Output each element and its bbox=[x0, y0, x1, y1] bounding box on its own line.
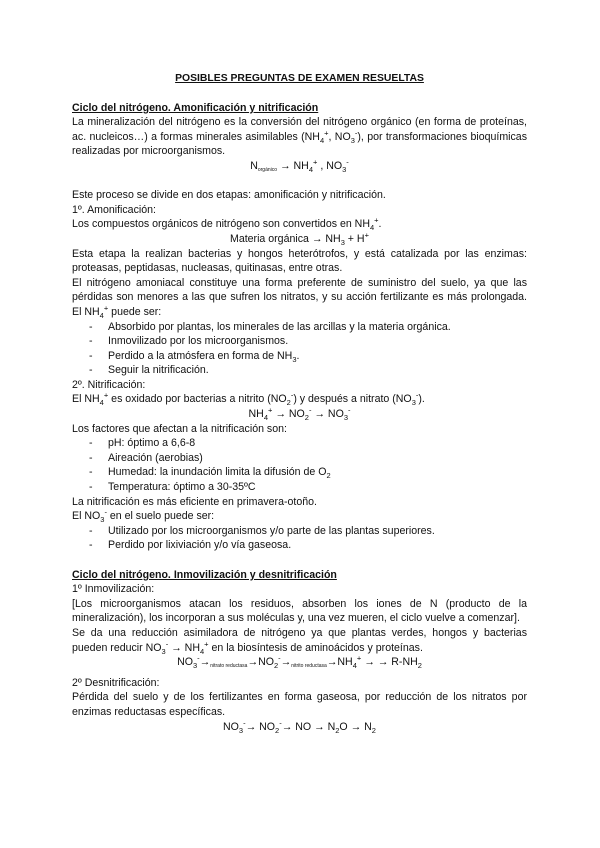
subheading-desnitrificacion: 2º Desnitrificación: bbox=[72, 676, 160, 689]
paragraph-bacterias: Esta etapa la realizan bacterias y hongos heterótrofos, y está catalizada por las enzimas: proteasas, peptidasas, nucleasas, quitinasas, entre otras. bbox=[72, 247, 527, 275]
equation-desnitrificacion: $NO_3^-\to NO_2^-\to$ NO → $N_2O \to N_2$ bbox=[223, 718, 376, 735]
list-item: - pH: óptimo a 6,6-8 bbox=[72, 436, 527, 451]
paragraph-reduccion: Se da una reducción asimiladora de nitrógeno ya que plantas verdes, hongos y bacterias pueden reducir $NO_3^- \to NH_4^+$ en la biosíntesis de aminoácidos y proteínas. bbox=[72, 626, 527, 656]
section-heading-desnitrificacion: Ciclo del nitrógeno. Inmovilización y desnitrificación bbox=[72, 568, 337, 581]
subheading-nitrificacion: 2º. Nitrificación: bbox=[72, 378, 146, 391]
paragraph-mineralizacion: La mineralización del nitrógeno es la conversión del nitrógeno orgánico (en forma de proteínas, ac. nucleicos…) a formas minerales asimilables ($NH_4^+$, $NO_3^-$), por transformaciones bioquímicas realizadas por microorganismos. bbox=[72, 116, 527, 158]
subheading-inmovilizacion: 1º Inmovilización: bbox=[72, 583, 155, 596]
list-factores bbox=[72, 436, 527, 494]
equation-amonificacion: Materia orgánica → $NH_3 + H^+$ bbox=[230, 230, 369, 248]
list-item: - Absorbido por plantas, los minerales de las arcillas y la materia orgánica. bbox=[72, 320, 527, 335]
list-item: - Perdido por lixiviación y/o vía gaseosa. bbox=[72, 538, 527, 553]
equation-nitrificacion: $NH_4^+ \to NO_2^- \to NO_3^-$ bbox=[248, 405, 351, 423]
paragraph-desnitrificacion: Pérdida del suelo y de los fertilizantes en forma gaseosa, por reducción de los nitratos por enzimas reductasas específicas. bbox=[72, 691, 527, 718]
equation-reduccion: $NO_3^-\to_{nitrato reductasa}\to NO_2^-\to_{nitrito reductasa}\to NH_4^+$ → → $R-NH_2$ bbox=[177, 653, 422, 671]
list-item: - Temperatura: óptimo a 30-35ºC bbox=[72, 480, 527, 495]
list-item: - Utilizado por los microorganismos y/o parte de las plantas superiores. bbox=[72, 524, 527, 539]
paragraph-nitrato: El $NO_3^-$ en el suelo puede ser: bbox=[72, 507, 215, 525]
paragraph-amoniacal: El nitrógeno amoniacal constituye una forma preferente de suministro del suelo, ya que las pérdidas son menores a las que sufren los nitratos, y su acción fertilizante es más prolongada. El $NH_4^+$ puede ser: bbox=[72, 276, 527, 321]
list-item: - Seguir la nitrificación. bbox=[72, 363, 527, 378]
paragraph-inmovilizacion: [Los microorganismos atacan los residuos, absorben los iones de N (producto de la mineralización), los incorporan a sus moléculas y, una vez mueren, el ciclo vuelve a comenzar]. bbox=[72, 597, 527, 625]
list-nitrato-destinos bbox=[72, 524, 527, 553]
paragraph-etapas: Este proceso se divide en dos etapas: amonificación y nitrificación. bbox=[72, 189, 386, 202]
list-item: - Aireación (aerobias) bbox=[72, 451, 527, 466]
document-body bbox=[72, 72, 527, 734]
subheading-amonificacion: 1º. Amonificación: bbox=[72, 203, 156, 216]
paragraph-estacion: La nitrificación es más eficiente en primavera-otoño. bbox=[72, 495, 317, 508]
list-amonio-destinos bbox=[72, 320, 527, 378]
page-title: POSIBLES PREGUNTAS DE EXAMEN RESUELTAS bbox=[175, 73, 424, 84]
list-item: - Perdido a la atmósfera en forma de $NH_3$. bbox=[72, 349, 527, 364]
paragraph-factores: Los factores que afectan a la nitrificación son: bbox=[72, 422, 287, 435]
section-heading-amonificacion: Ciclo del nitrógeno. Amonificación y nitrificación bbox=[72, 101, 319, 114]
list-item: - Inmovilizado por los microorganismos. bbox=[72, 334, 527, 349]
list-item: - Humedad: la inundación limita la difusión de $O_2$ bbox=[72, 465, 527, 480]
equation-mineralizacion: $N_{orgánico} \to NH_4^+$ , $NO_3^-$ bbox=[250, 157, 349, 175]
paragraph-nitrificacion: El $NH_4^+$ es oxidado por bacterias a nitrito $(NO_2^-)$ y después a nitrato $(NO_3^-)$. bbox=[72, 390, 425, 408]
paragraph-amonificacion: Los compuestos orgánicos de nitrógeno son convertidos en $NH_4^+$. bbox=[72, 215, 382, 233]
